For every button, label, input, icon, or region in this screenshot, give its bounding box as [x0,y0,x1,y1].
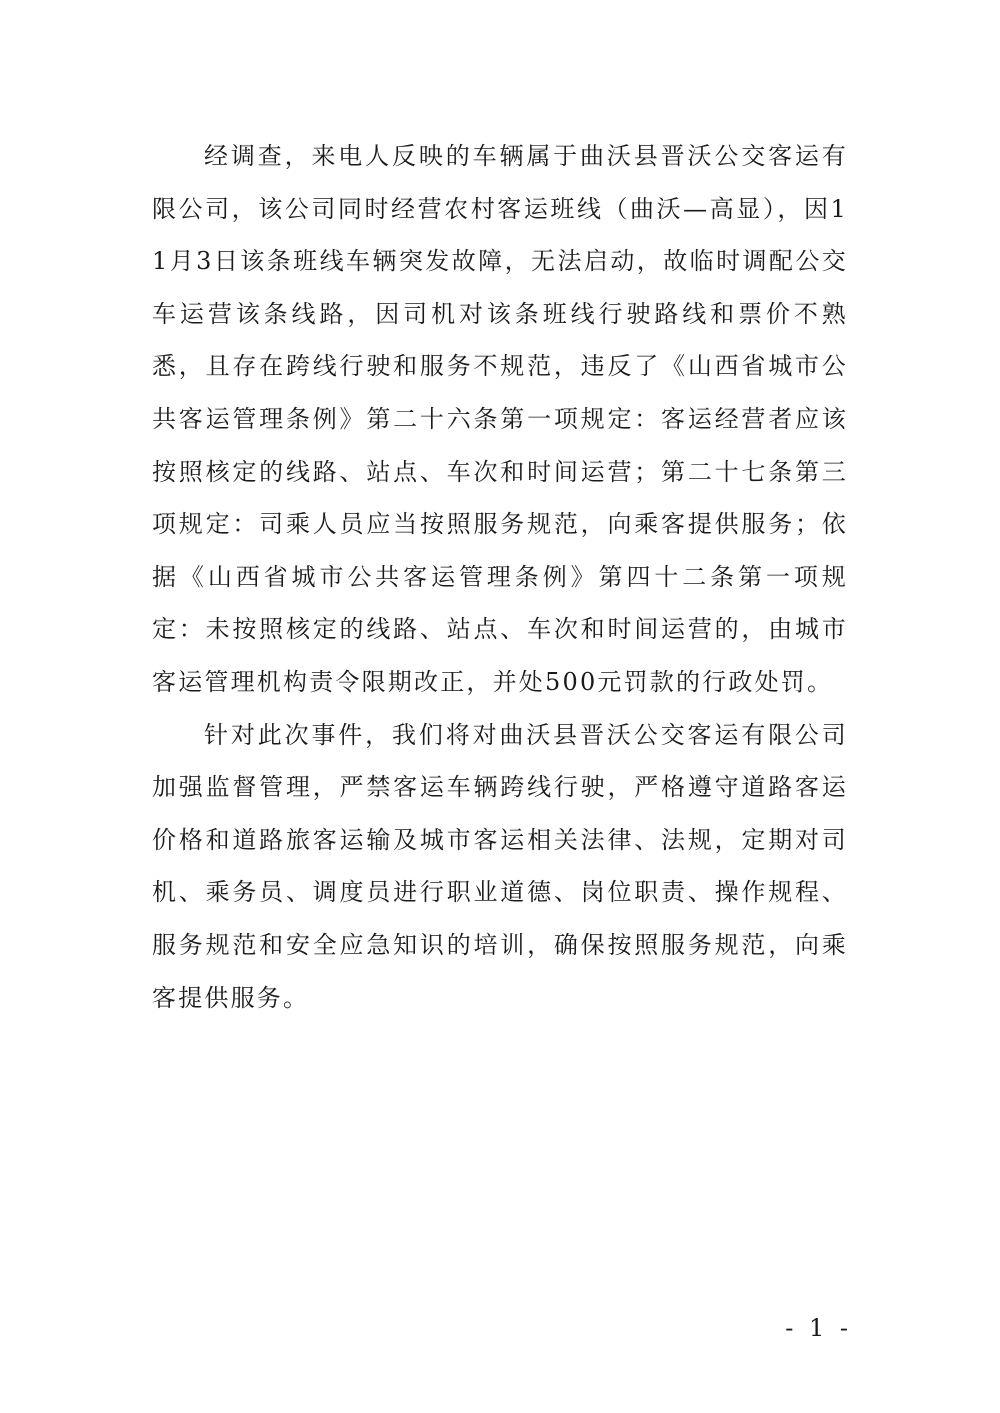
page-number: - 1 - [785,1314,852,1342]
paragraph-measures: 针对此次事件，我们将对曲沃县晋沃公交客运有限公司加强监督管理，严禁客运车辆跨线行驶，严格遵守道路客运价格和道路旅客运输及城市客运相关法律、法规，定期对司机、乘务员、调度员进行职业道德、岗位职责、操作规程、服务规范和安全应急知识的培训，确保按照服务规范，向乘客提供服务。 [152,720,848,1012]
paragraph-investigation: 经调查，来电人反映的车辆属于曲沃县晋沃公交客运有限公司，该公司同时经营农村客运班线（曲沃—高显），因11月3日该条班线车辆突发故障，无法启动，故临时调配公交车运营该条线路，因司机对该条班线行驶路线和票价不熟悉，且存在跨线行驶和服务不规范，违反了《山西省城市公共客运管理条例》第二十六条第一项规定：客运经营者应该按照核定的线路、站点、车次和时间运营；第二十七条第三项规定：司乘人员应当按照服务规范，向乘客提供服务；依据《山西省城市公共客运管理条例》第四十二条第一项规定：未按照核定的线路、站点、车次和时间运营的，由城市客运管理机构责令限期改正，并处500元罚款的行政处罚。 [152,142,848,696]
body-text [152,130,848,1024]
